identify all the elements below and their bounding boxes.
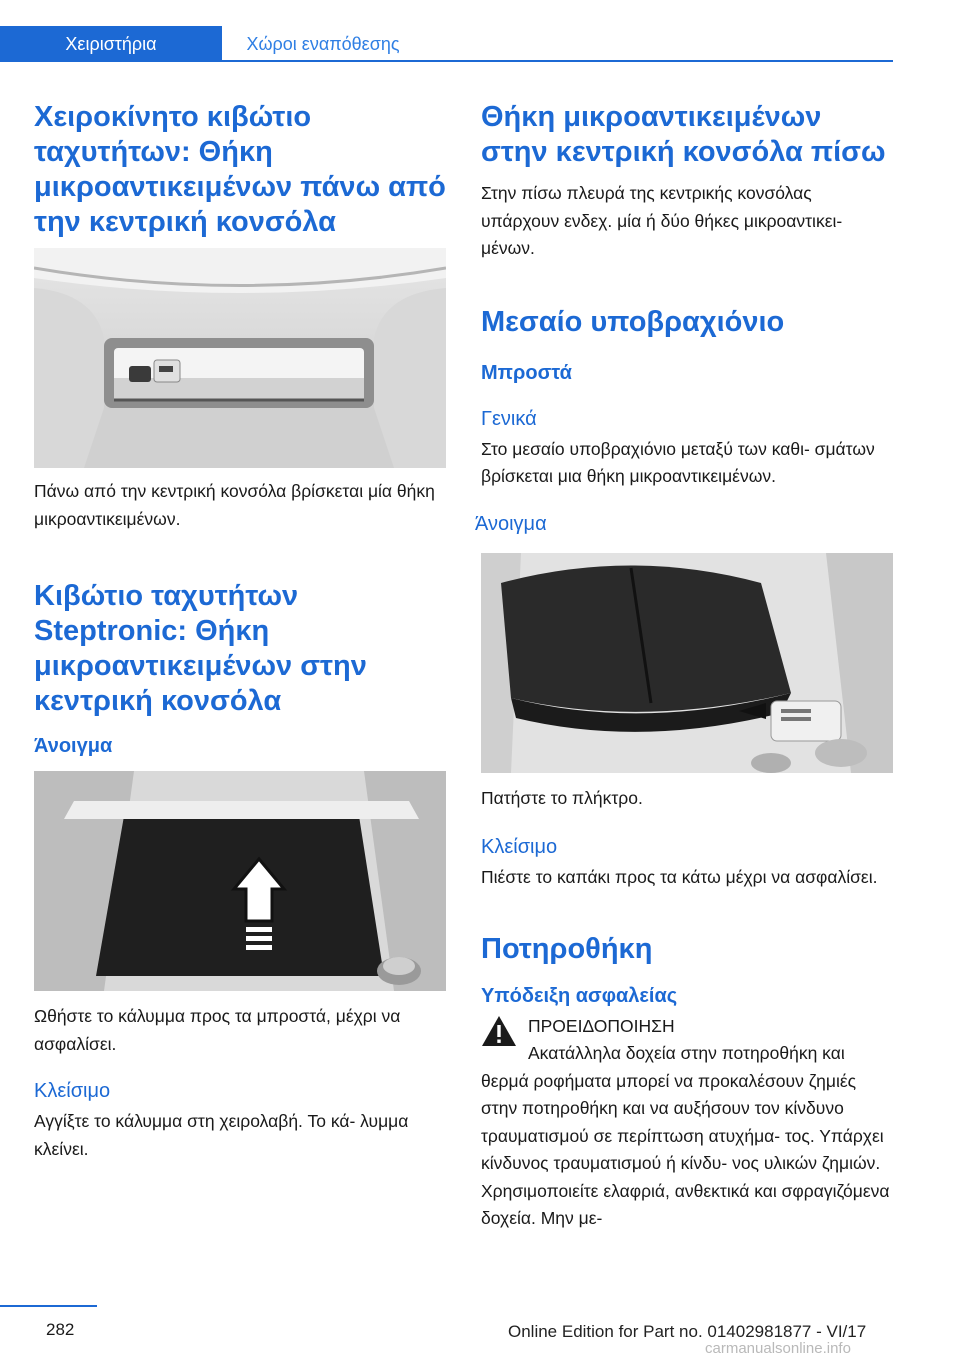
subheading-general: Γενικά: [481, 407, 537, 430]
section-heading-rear-console: Θήκη μικροαντικειμένων στην κεντρική κονσόλα πίσω: [481, 101, 886, 168]
section-heading-armrest: Μεσαίο υποβραχιόνιο: [481, 305, 785, 338]
right-column: [475, 100, 893, 1233]
subheading-close: Κλείσιμο: [34, 1080, 111, 1102]
subheading-open: Άνοιγμα: [475, 512, 547, 535]
watermark: carmanualsonline.info: [705, 1340, 851, 1357]
paragraph-armrest: Στο μεσαίο υποβραχιόνιο μεταξύ των καθι‐ σμάτων βρίσκεται μια θήκη μικροαντικειμένων.: [481, 438, 875, 486]
footer-rule: [0, 1305, 97, 1307]
tab-controls[interactable]: Χειριστήρια: [0, 26, 222, 62]
paragraph-tray-description: Πάνω από την κεντρική κονσόλα βρίσκεται μία θήκη μικροαντικειμένων.: [34, 481, 435, 529]
subheading-safety: Υπόδειξη ασφαλείας: [481, 984, 678, 1007]
warning-text: Ακατάλληλα δοχεία στην ποτηροθήκη και θερμά ροφήματα μπορεί να προκαλέσουν ζημιές στην ποτηροθήκη και να αυξήσουν τον κίνδυνο τραυματισμού σε περίπτωση ατυχήμα‐ τος. Υπάρχει κίνδυνος τραυματισμού ή κίνδυ‐ νος υλικών ζημιών. Χρησιμοποιείτε ελαφριά, ανθεκτικά και σφραγιζόμενα δοχεία. Μην με‐: [481, 1043, 890, 1228]
subheading-close: Κλείσιμο: [481, 836, 558, 858]
tab-storage[interactable]: Χώροι εναπόθεσης: [246, 33, 400, 54]
warning-triangle-icon: [481, 1015, 517, 1047]
section-heading-steptronic: Κιβώτιο ταχυτήτων Steptronic: Θήκη μικροαντικειμένων στην κεντρική κονσόλα: [34, 580, 367, 717]
figure-console-tray: [34, 248, 446, 468]
figure-cover-slide: [34, 771, 446, 991]
page-number: 282: [46, 1320, 75, 1339]
figure-armrest-button: [481, 553, 893, 773]
warning-title: ΠΡΟΕΙΔΟΠΟΙΗΣΗ: [528, 1015, 675, 1036]
paragraph-press-lid: Πιέστε το καπάκι προς τα κάτω μέχρι να ασφαλίσει.: [481, 867, 878, 887]
header-tabs: [0, 26, 893, 62]
section-heading-cupholder: Ποτηροθήκη: [481, 932, 653, 965]
left-column: [34, 100, 446, 1163]
paragraph-rear-console: Στην πίσω πλευρά της κεντρικής κονσόλας υπάρχουν ενδεχ. μία ή δύο θήκες μικροαντικει‐ μένων.: [481, 183, 843, 258]
header-rule: [0, 60, 893, 62]
edition-text: Online Edition for Part no. 01402981877 - VI/17: [508, 1322, 867, 1341]
subheading-open: Άνοιγμα: [34, 735, 113, 757]
warning-box: [481, 1013, 893, 1233]
paragraph-press-button: Πατήστε το πλήκτρο.: [481, 787, 643, 808]
paragraph-touch-cover: Αγγίξτε το κάλυμμα στη χειρολαβή. Το κά‐ λυμμα κλείνει.: [34, 1111, 409, 1159]
section-heading-manual-gearbox: Χειροκίνητο κιβώτιο ταχυτήτων: Θήκη μικροαντικειμένων πάνω από την κεντρική κονσόλα: [34, 101, 446, 238]
paragraph-push-cover: Ωθήστε το κάλυμμα προς τα μπροστά, μέχρι να ασφαλίσει.: [34, 1006, 401, 1054]
subheading-front: Μπροστά: [481, 361, 572, 384]
